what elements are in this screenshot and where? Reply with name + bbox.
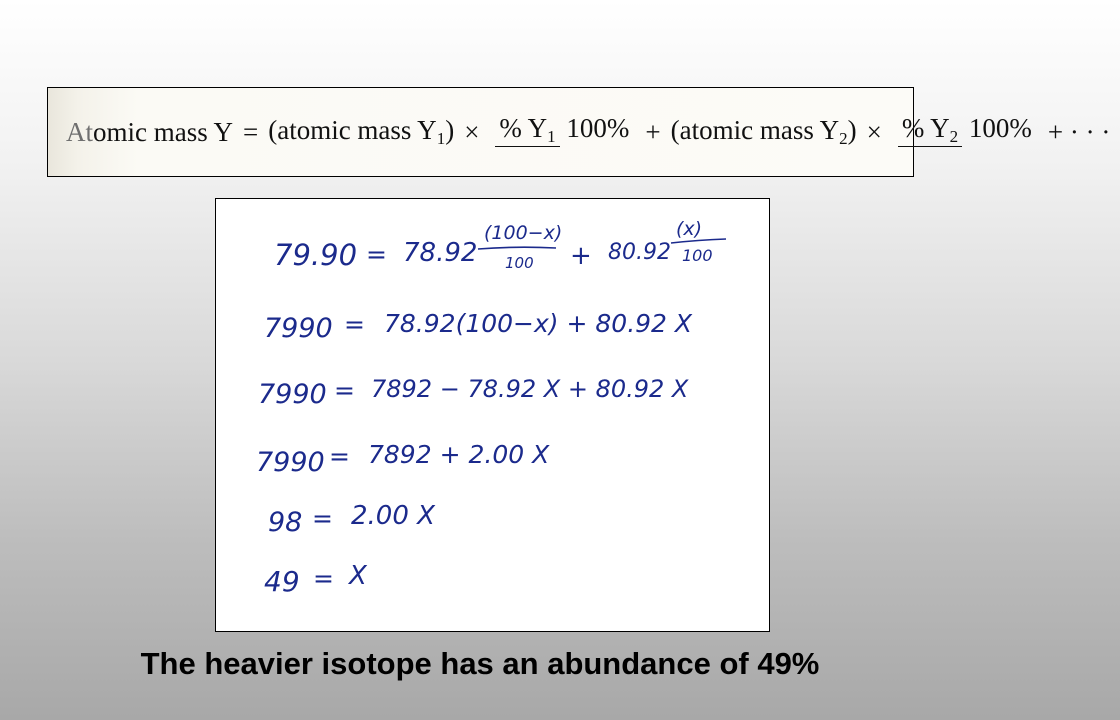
line1-frac-a-den: 100 bbox=[505, 254, 534, 272]
work-line-3 bbox=[258, 375, 689, 410]
result-caption: The heavier isotope has an abundance of 49% bbox=[140, 646, 820, 681]
formula-equals: = bbox=[242, 116, 259, 147]
atomic-mass-formula bbox=[66, 88, 1120, 176]
formula-tail: + · · · bbox=[1047, 116, 1111, 147]
line1-b: 80.92 bbox=[608, 240, 671, 265]
handwritten-work bbox=[216, 199, 769, 631]
handwritten-work-panel bbox=[215, 198, 770, 632]
formula-label: Atomic mass Y bbox=[66, 116, 233, 147]
line6-eq: = bbox=[313, 564, 334, 593]
work-line-1 bbox=[274, 218, 726, 272]
formula-plus: + bbox=[645, 116, 661, 147]
line5-rhs: 2.00 X bbox=[351, 501, 435, 531]
formula-panel bbox=[47, 87, 1111, 177]
line5-eq: = bbox=[312, 504, 333, 533]
line3-eq: = bbox=[334, 376, 355, 405]
formula-times-2: × bbox=[866, 116, 882, 147]
line2-lhs: 7990 bbox=[264, 313, 333, 344]
work-line-4 bbox=[256, 440, 550, 478]
line1-eq: = bbox=[366, 240, 387, 269]
line6-rhs: X bbox=[349, 561, 367, 591]
line4-rhs: 7892 + 2.00 X bbox=[368, 440, 550, 469]
line3-rhs: 7892 − 78.92 X + 80.92 X bbox=[371, 375, 689, 403]
formula-times-1: × bbox=[464, 116, 480, 147]
work-line-6 bbox=[264, 561, 368, 598]
line1-lhs: 79.90 bbox=[274, 238, 358, 272]
line2-eq: = bbox=[344, 310, 365, 339]
line1-frac-b-den: 100 bbox=[682, 246, 713, 265]
line4-lhs: 7990 bbox=[256, 447, 325, 478]
line6-lhs: 49 bbox=[264, 565, 300, 598]
line1-a: 78.92 bbox=[403, 238, 478, 268]
line4-eq: = bbox=[329, 442, 350, 471]
work-line-2 bbox=[264, 309, 693, 344]
formula-term-1: (atomic mass $Y_1$) bbox=[268, 115, 455, 148]
line1-plus: + bbox=[570, 241, 592, 271]
formula-term-2: (atomic mass $Y_2$) bbox=[670, 115, 857, 148]
line3-lhs: 7990 bbox=[258, 379, 327, 410]
line1-frac-a-num: (100−x) bbox=[484, 222, 563, 244]
formula-fraction-1: % $Y_1$ 100% bbox=[495, 113, 629, 152]
work-line-5 bbox=[268, 501, 436, 538]
line5-lhs: 98 bbox=[268, 507, 303, 538]
line1-frac-a-bar bbox=[478, 247, 556, 249]
formula-fraction-2: % $Y_2$ 100% bbox=[898, 113, 1032, 152]
line2-rhs: 78.92(100−x) + 80.92 X bbox=[384, 309, 693, 338]
line1-frac-b-num: (x) bbox=[676, 218, 703, 240]
